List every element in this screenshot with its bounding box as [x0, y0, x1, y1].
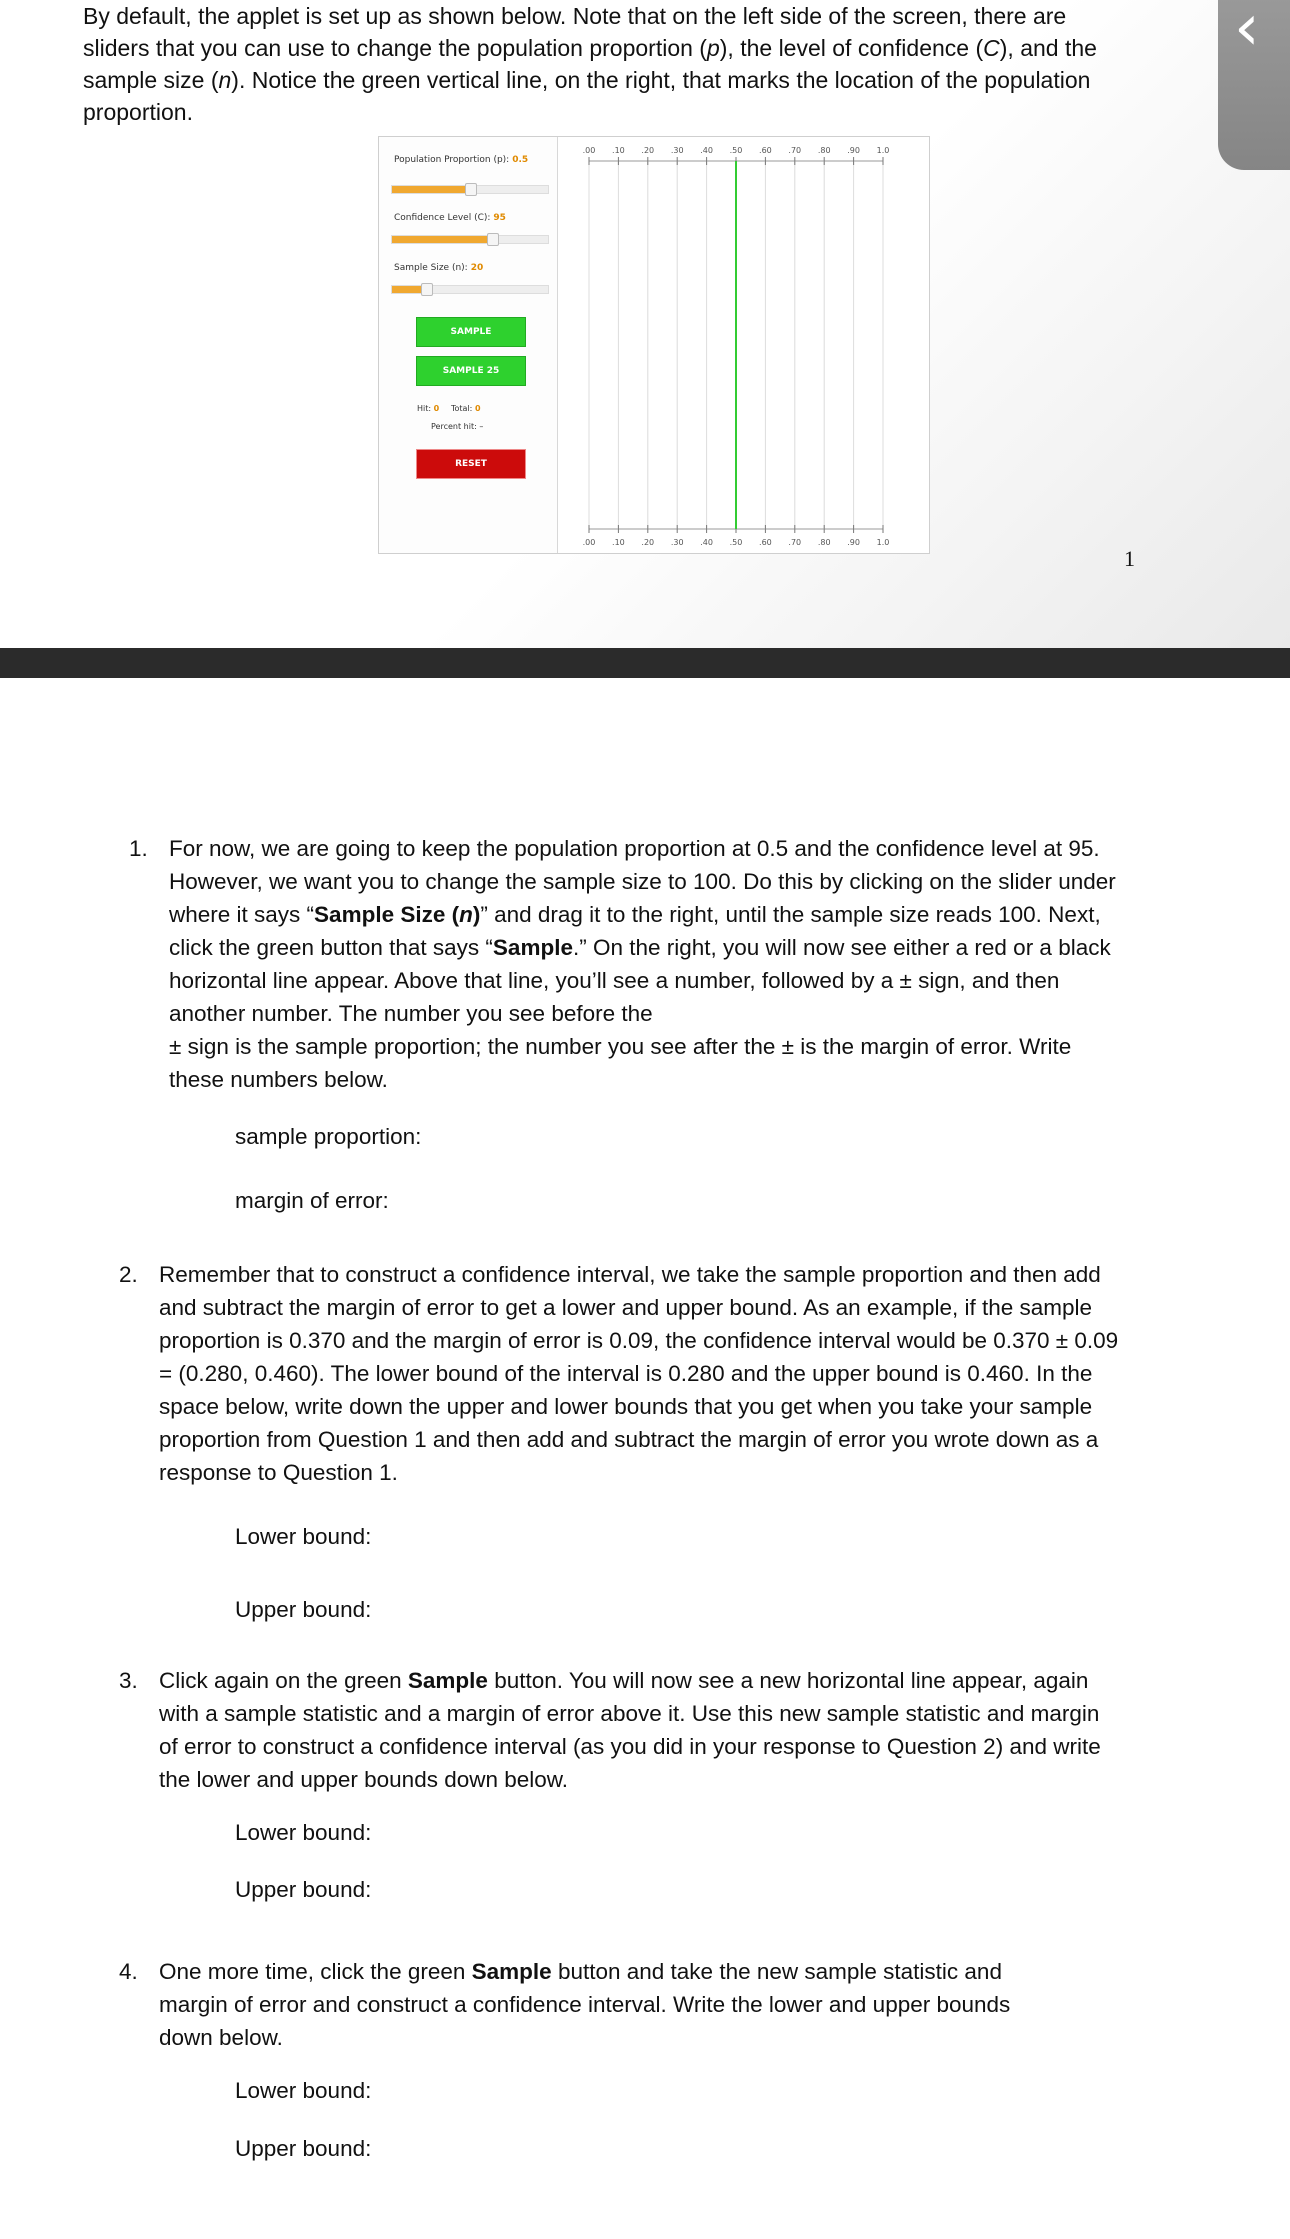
- percent-hit: Percent hit: –: [431, 422, 484, 431]
- question-number: 1.: [129, 836, 148, 861]
- bottom-tick-label: .30: [670, 538, 684, 547]
- q3-line: with a sample statistic and a margin of error above it. Use this new sample statistic and margin: [159, 1701, 1100, 1726]
- q4-upper-bound-label: Upper bound:: [235, 2136, 372, 2161]
- intro-text: sliders that you can use to change the population proportion (: [83, 35, 707, 61]
- top-tick-label: .00: [582, 146, 596, 155]
- q1-line: another number. The number you see before the: [169, 1001, 653, 1026]
- margin-of-error-answer-label: margin of error:: [235, 1188, 389, 1213]
- top-tick-label: .10: [612, 146, 625, 155]
- q3-line: of error to construct a confidence interval (as you did in your response to Question 2) and write: [159, 1734, 1101, 1759]
- sample-size-label: Sample Size (n): 20: [394, 263, 484, 273]
- q3-upper-bound-label: Upper bound:: [235, 1877, 372, 1902]
- confidence-level-slider[interactable]: [391, 235, 549, 244]
- q4-line: down below.: [159, 2025, 283, 2050]
- population-proportion-slider[interactable]: [391, 185, 549, 194]
- side-panel-tab[interactable]: [1218, 0, 1290, 170]
- total-count: Total: 0: [451, 404, 481, 413]
- q4-lower-bound-label: Lower bound:: [235, 2078, 372, 2103]
- sample-size-slider[interactable]: [391, 285, 549, 294]
- intro-line: [83, 96, 1173, 128]
- question-4: [119, 1955, 1219, 2054]
- question-1: [129, 832, 1209, 1096]
- top-tick-label: .90: [847, 146, 860, 155]
- intro-line: [83, 64, 1173, 96]
- question-2: [119, 1258, 1219, 1489]
- q2-line: and subtract the margin of error to get a lower and upper bound. As an example, if the sample: [159, 1295, 1093, 1320]
- top-tick-label: 1.0: [876, 146, 890, 155]
- intro-paragraph: [83, 0, 1173, 128]
- bottom-tick-label: .80: [817, 538, 831, 547]
- q2-line: Remember that to construct a confidence interval, we take the sample proportion and then add: [159, 1262, 1101, 1287]
- slider-knob[interactable]: [465, 183, 477, 196]
- bottom-tick-label: .20: [641, 538, 655, 547]
- q2-line: space below, write down the upper and lower bounds that you get when you take your sample: [159, 1394, 1093, 1419]
- population-proportion-value: 0.5: [512, 155, 529, 165]
- applet-controls: [379, 137, 558, 553]
- q2-upper-bound-label: Upper bound:: [235, 1597, 372, 1622]
- q4-line: margin of error and construct a confidence interval. Write the lower and upper bounds: [159, 1992, 1011, 2017]
- hit-count: Hit: 0: [417, 404, 440, 413]
- top-tick-label: .70: [788, 146, 802, 155]
- slider-knob[interactable]: [421, 283, 433, 296]
- question-number: 3.: [119, 1668, 138, 1693]
- question-number: 2.: [119, 1262, 138, 1287]
- bottom-tick-label: .40: [700, 538, 713, 547]
- intro-text: By default, the applet is set up as shown below. Note that on the left side of the screen, there are: [83, 3, 1067, 29]
- intro-italic: p: [706, 35, 720, 61]
- top-tick-label: .40: [700, 146, 713, 155]
- q2-line: proportion is 0.370 and the margin of error is 0.09, the confidence interval would be 0.370 ± 0.09: [159, 1328, 1119, 1353]
- sample-25-button[interactable]: SAMPLE 25: [416, 356, 526, 386]
- bottom-tick-label: .00: [582, 538, 596, 547]
- intro-text: ). Notice the green vertical line, on the right, that marks the location of the population: [231, 67, 1091, 93]
- q3-lower-bound-label: Lower bound:: [235, 1820, 372, 1845]
- bottom-tick-label: .70: [788, 538, 802, 547]
- q3-line: Click again on the green Sample button. You will now see a new horizontal line appear, again: [159, 1668, 1089, 1693]
- chevron-left-icon[interactable]: ‹: [1234, 0, 1260, 65]
- bottom-tick-label: .60: [759, 538, 772, 547]
- question-3: [119, 1664, 1219, 1796]
- q3-line: the lower and upper bounds down below.: [159, 1767, 569, 1792]
- sample-proportion-answer-label: sample proportion:: [235, 1124, 422, 1149]
- q1-line: ± sign is the sample proportion; the number you see after the ± is the margin of error. Write: [169, 1034, 1072, 1059]
- q2-line: proportion from Question 1 and then add and subtract the margin of error you wrote down as a: [159, 1427, 1099, 1452]
- bottom-tick-label: .50: [729, 538, 743, 547]
- intro-line: [83, 0, 1173, 32]
- applet-screenshot: [378, 136, 930, 554]
- intro-text: ), the level of confidence (: [719, 35, 984, 61]
- q1-line: click the green button that says “Sample.” On the right, you will now see either a red or a black: [169, 935, 1111, 960]
- q1-line: However, we want you to change the sample size to 100. Do this by clicking on the slider under: [169, 869, 1116, 894]
- interval-plot: [557, 137, 929, 553]
- q1-line: these numbers below.: [169, 1067, 388, 1092]
- top-tick-label: .20: [641, 146, 655, 155]
- q2-line: response to Question 1.: [159, 1460, 398, 1485]
- slider-fill: [392, 236, 493, 243]
- page-number: 1: [1124, 546, 1135, 571]
- interval-plot-svg: [557, 137, 929, 553]
- bottom-tick-label: .10: [612, 538, 625, 547]
- intro-text: ), and the: [999, 35, 1097, 61]
- q1-line: where it says “Sample Size (n)” and drag it to the right, until the sample size reads 100. Next,: [169, 902, 1101, 927]
- intro-line: [83, 32, 1173, 64]
- intro-text: sample size (: [83, 67, 219, 93]
- bottom-tick-label: 1.0: [876, 538, 890, 547]
- top-tick-label: .80: [817, 146, 831, 155]
- q2-lower-bound-label: Lower bound:: [235, 1524, 372, 1549]
- intro-text: proportion.: [83, 99, 193, 125]
- top-tick-label: .50: [729, 146, 743, 155]
- q2-line: = (0.280, 0.460). The lower bound of the interval is 0.280 and the upper bound is 0.460. In the: [159, 1361, 1093, 1386]
- confidence-level-value: 95: [493, 213, 506, 223]
- slider-fill: [392, 186, 471, 193]
- sample-size-value: 20: [470, 263, 484, 273]
- top-tick-label: .30: [670, 146, 684, 155]
- q1-line: For now, we are going to keep the population proportion at 0.5 and the confidence level at 95.: [169, 836, 1100, 861]
- slider-knob[interactable]: [487, 233, 499, 246]
- population-proportion-label: Population Proportion (p): 0.5: [394, 155, 529, 165]
- q4-line: One more time, click the green Sample button and take the new sample statistic and: [159, 1959, 1002, 1984]
- confidence-level-label: Confidence Level (C): 95: [394, 213, 506, 223]
- intro-italic: C: [983, 35, 1000, 61]
- question-number: 4.: [119, 1959, 138, 1984]
- intro-italic: n: [218, 67, 232, 93]
- q1-line: horizontal line appear. Above that line, you’ll see a number, followed by a ± sign, and then: [169, 968, 1060, 993]
- bottom-tick-label: .90: [847, 538, 860, 547]
- reset-button[interactable]: RESET: [416, 449, 526, 479]
- page-divider: [0, 648, 1290, 678]
- top-tick-label: .60: [759, 146, 772, 155]
- sample-button[interactable]: SAMPLE: [416, 317, 526, 347]
